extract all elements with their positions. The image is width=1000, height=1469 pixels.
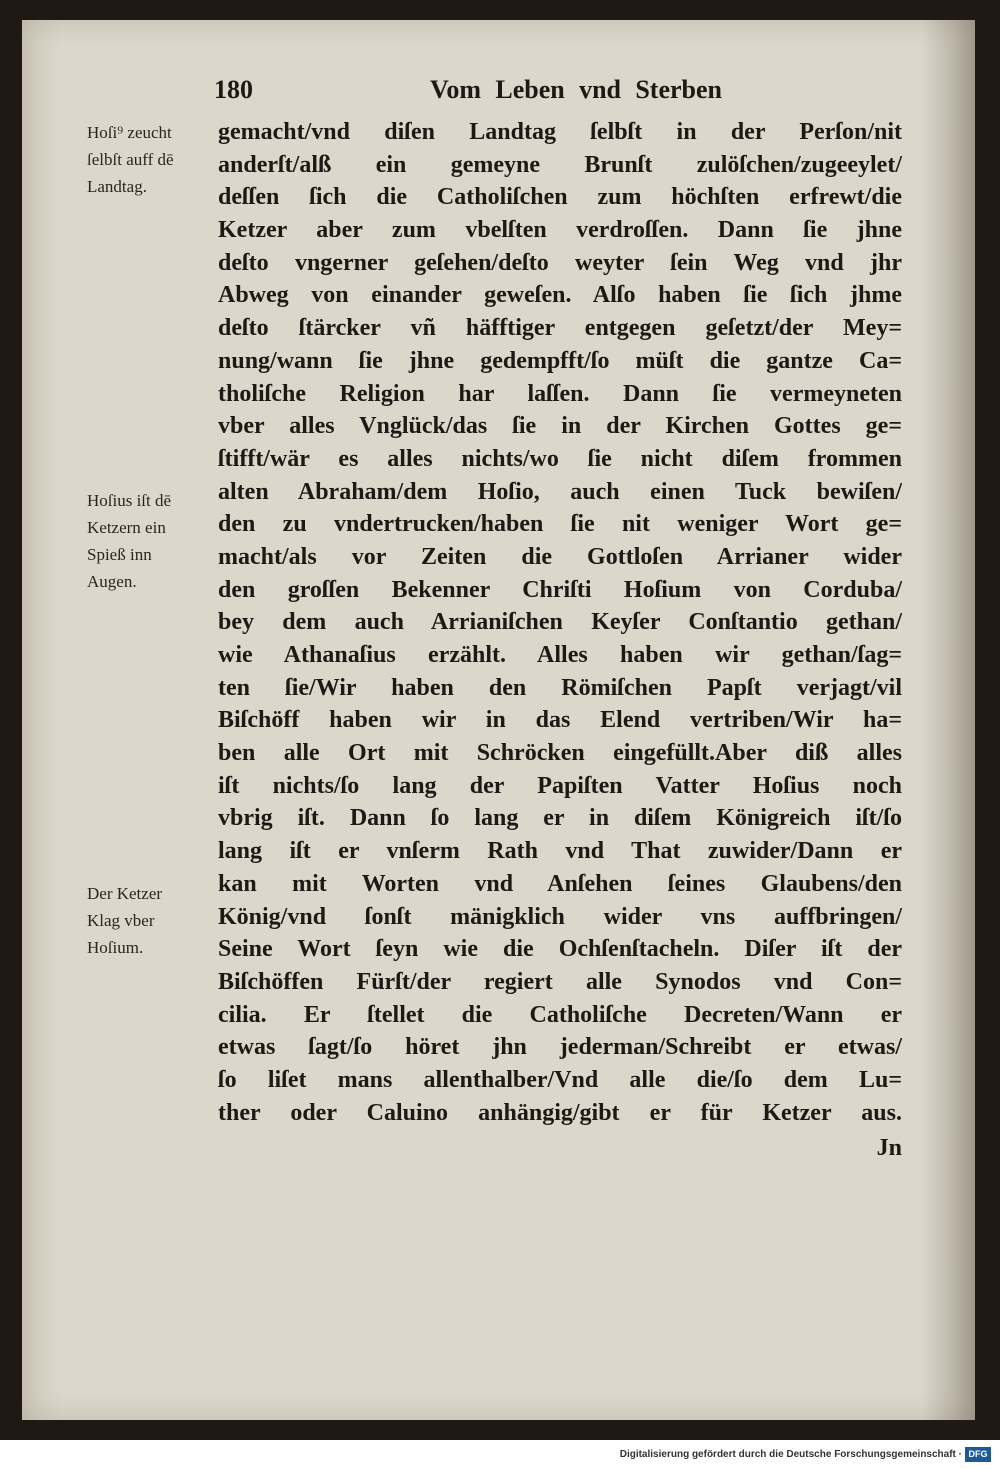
text-line: Ketzer aber zum vbelſten verdroſſen. Dann ſie jhne [218,217,902,244]
text-line: vber alles Vnglück/das ſie in der Kirchen Gottes ge= [218,413,902,440]
catchword: Jn [876,1135,902,1161]
text-line: Biſchöffen Fürſt/der regiert alle Synodos vnd Con= [218,968,902,995]
text-line: deſto vngerner geſehen/deſto weyter ſein Weg vnd jhr [218,249,902,276]
margin-note-line: Landtag. [87,177,147,196]
text-line: macht/als vor Zeiten die Gottloſen Arrianer wider [218,543,902,570]
text-line: cilia. Er ſtellet die Catholiſche Decreten/Wann er [218,1001,902,1028]
text-line: ther oder Caluino anhängig/gibt er für Ketzer aus. [218,1099,902,1126]
text-line: anderſt/alß ein gemeyne Brunſt zulöſchen/zugeeylet/ [218,151,902,178]
digitization-footer [0,1440,1000,1469]
margin-note-line: Hoſium. [87,938,144,957]
text-line: gemacht/vnd diſen Landtag ſelbſt in der Perſon/nit [218,119,902,145]
margin-note [87,119,213,200]
text-line: Seine Wort ſeyn wie die Ochſenſtacheln. Diſer iſt der [218,936,902,963]
text-line: Biſchöff haben wir in das Elend vertriben/Wir ha= [218,707,902,734]
text-line: tholiſche Religion har laſſen. Dann ſie vermeyneten [218,380,902,407]
margin-note [87,880,213,961]
text-line: etwas ſagt/ſo höret jhn jederman/Schreibt er etwas/ [218,1034,902,1061]
margin-note-line: Klag vber [87,911,155,930]
funding-notice: Digitalisierung gefördert durch die Deutsche Forschungsgemeinschaft · [619,1449,962,1460]
text-line: den groſſen Bekenner Chriſti Hoſium von Corduba/ [218,576,902,603]
text-line: nung/wann ſie jhne gedempfft/ſo müſt die gantze Ca= [218,347,902,374]
text-line: deſto ſtärcker vñ häfftiger entgegen geſetzt/der Mey= [218,315,902,342]
margin-note-line: Der Ketzer [87,884,163,903]
margin-note [87,487,213,595]
body-text [218,116,902,1129]
text-line: alten Abraham/dem Hoſio, auch einen Tuck bewiſen/ [218,478,902,505]
text-line: bey dem auch Arrianiſchen Keyſer Conſtantio gethan/ [218,609,902,636]
running-title: Vom Leben vnd Sterben [430,75,722,104]
margin-note-line: ſelbſt auff dē [87,150,174,169]
text-line: ſo liſet mans allenthalber/Vnd alle die/ſo dem Lu= [218,1066,902,1093]
text-line: iſt nichts/ſo lang der Papiſten Vatter Hoſius noch [218,772,902,799]
margin-note-line: Ketzern ein [87,518,166,537]
margin-note-line: Hoſius iſt dē [87,491,172,510]
text-line: deſſen ſich die Catholiſchen zum höchſten erfrewt/die [218,184,902,211]
page-number: 180 [214,75,253,104]
text-line: König/vnd ſonſt mänigklich wider vns auffbringen/ [218,903,902,930]
text-line: kan mit Worten vnd Anſehen ſeines Glaubens/den [218,870,902,897]
text-line: lang iſt er vnſerm Rath vnd That zuwider/Dann er [218,838,902,865]
dfg-logo-icon: DFG [965,1447,991,1462]
text-line: vbrig iſt. Dann ſo lang er in diſem Königreich iſt/ſo [218,805,902,832]
text-line: wie Athanaſius erzählt. Alles haben wir gethan/ſag= [218,642,902,668]
margin-note-line: Spieß inn [87,545,152,564]
margin-note-line: Augen. [87,572,137,591]
text-line: ten ſie/Wir haben den Römiſchen Papſt verjagt/vil [218,674,902,701]
text-line: ben alle Ort mit Schröcken eingefüllt.Aber diß alles [218,740,902,767]
text-line: den zu vndertrucken/haben ſie nit weniger Wort ge= [218,511,902,538]
margin-note-line: Hoſi⁹ zeucht [87,123,172,142]
text-line: Abweg von einander geweſen. Alſo haben ſie ſich jhme [218,282,902,309]
text-line: ſtifft/wär es alles nichts/wo ſie nicht diſem frommen [218,445,902,472]
